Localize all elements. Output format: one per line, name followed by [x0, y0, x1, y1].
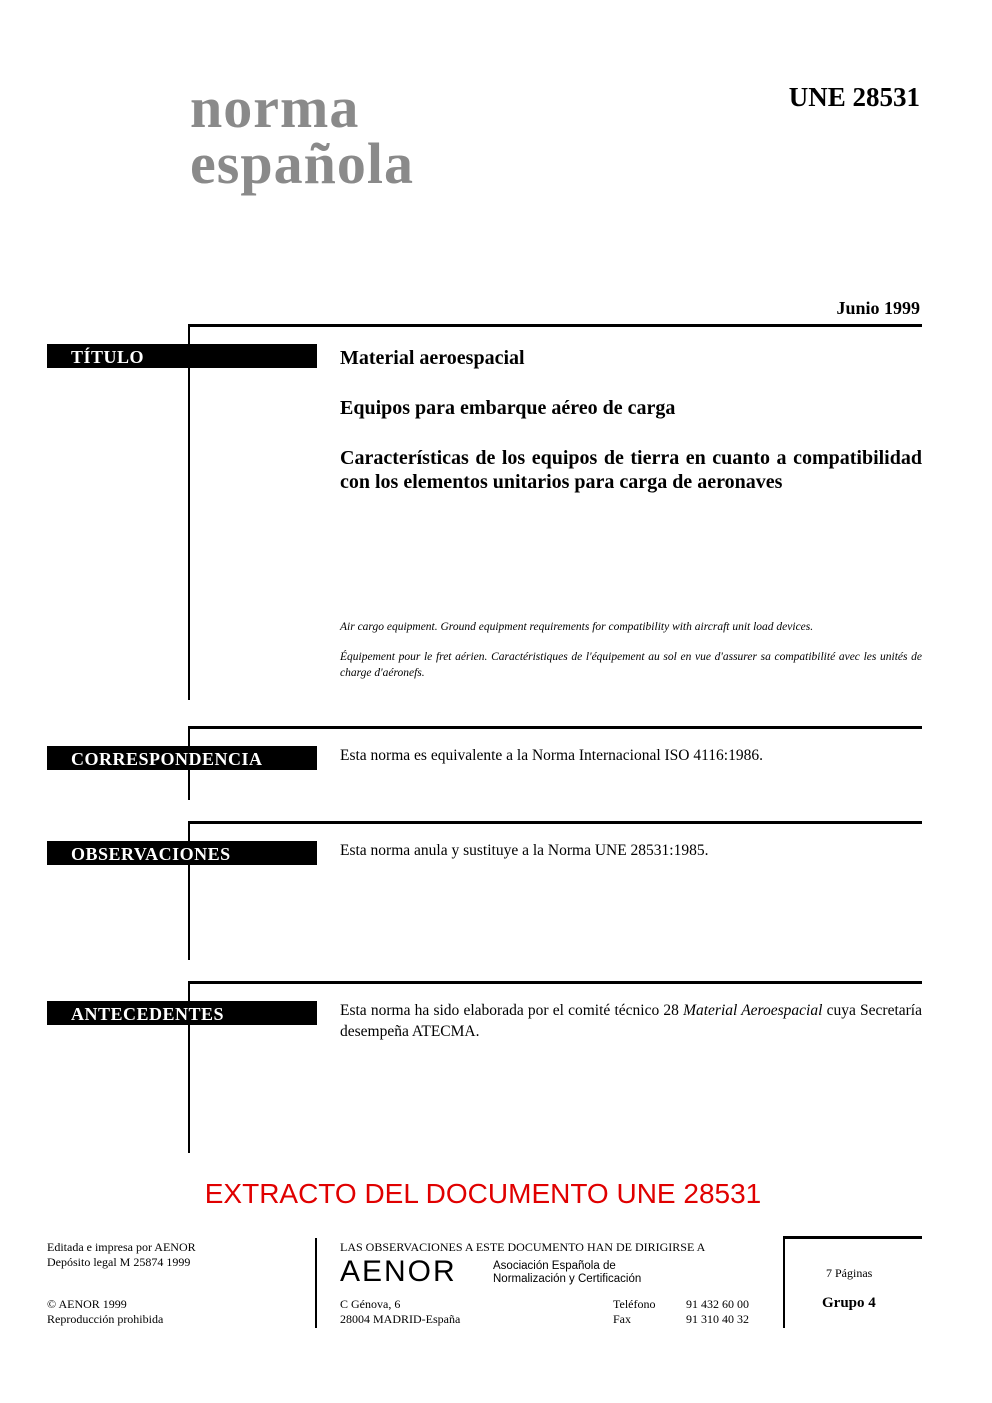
footer-copyright: [47, 1297, 163, 1327]
brand-line-2: española: [190, 131, 414, 196]
group-box-top: [783, 1236, 922, 1239]
fax-label: Fax: [613, 1312, 631, 1326]
observaciones-text: Esta norma anula y sustituye a la Norma UNE 28531:1985.: [340, 842, 709, 859]
contact-labels: [613, 1297, 655, 1327]
divider-observaciones: [188, 821, 922, 824]
fax-value: 91 310 40 32: [686, 1312, 749, 1326]
page-count: 7 Páginas: [826, 1266, 873, 1280]
section-label-observaciones: OBSERVACIONES: [47, 841, 317, 865]
org-line-2: Normalización y Certificación: [493, 1273, 642, 1285]
brand-title: [190, 75, 414, 196]
legal-deposit: Depósito legal M 25874 1999: [47, 1255, 191, 1269]
contact-values: [686, 1297, 749, 1327]
section-label-titulo: TÍTULO: [47, 344, 317, 368]
divider-titulo: [188, 324, 922, 327]
extract-notice: EXTRACTO DEL DOCUMENTO UNE 28531: [204, 1178, 762, 1209]
price-group: Grupo 4: [822, 1295, 876, 1311]
group-box-left: [783, 1236, 785, 1328]
french-title: Équipement pour le fret aérien. Caractéristiques de l'équipement au sol en vue d'assurer sa compatibilité avec les unités de charge d'aéronefs.: [340, 651, 922, 679]
divider-antecedentes: [188, 981, 922, 984]
address-line-2: 28004 MADRID-España: [340, 1312, 461, 1326]
antecedentes-text-after: cuya Secretaría desempeña ATECMA.: [340, 1002, 922, 1040]
brand-line-1: norma: [190, 75, 360, 140]
org-line-1: Asociación Española de: [493, 1260, 616, 1272]
footer-publisher: [47, 1240, 196, 1270]
aenor-logo: AENOR: [340, 1255, 457, 1288]
observations-notice: LAS OBSERVACIONES A ESTE DOCUMENTO HAN DE DIRIGIRSE A: [340, 1240, 706, 1254]
correspondencia-text: Esta norma es equivalente a la Norma Internacional ISO 4116:1986.: [340, 747, 763, 764]
divider-correspondencia: [188, 726, 922, 729]
english-title: Air cargo equipment. Ground equipment requirements for compatibility with aircraft unit load devices.: [340, 621, 814, 633]
publication-date: Junio 1999: [836, 298, 920, 318]
section-label-correspondencia: CORRESPONDENCIA: [47, 746, 317, 770]
standard-code: UNE 28531: [788, 82, 920, 112]
antecedentes-text: [340, 1000, 922, 1042]
address-line-1: C Génova, 6: [340, 1297, 401, 1311]
reproduction-notice: Reproducción prohibida: [47, 1312, 164, 1326]
address: [340, 1297, 460, 1327]
phone-label: Teléfono: [613, 1297, 656, 1311]
aenor-organization: [493, 1260, 641, 1286]
title-line-1: Material aeroespacial: [340, 347, 525, 369]
title-line-3: Características de los equipos de tierra en cuanto a compatibilidad con los elementos unitarios para carga de aeronaves: [340, 447, 922, 493]
section-label-antecedentes: ANTECEDENTES: [47, 1001, 317, 1025]
footer-divider-left: [315, 1238, 317, 1328]
copyright: © AENOR 1999: [47, 1297, 127, 1311]
committee-name: Material Aeroespacial: [683, 1002, 823, 1019]
vertical-rule-titulo: [188, 324, 190, 700]
edited-by: Editada e impresa por AENOR: [47, 1240, 196, 1254]
antecedentes-text-before: Esta norma ha sido elaborada por el comité técnico 28: [340, 1002, 684, 1019]
phone-value: 91 432 60 00: [686, 1297, 749, 1311]
title-line-2: Equipos para embarque aéreo de carga: [340, 397, 676, 419]
